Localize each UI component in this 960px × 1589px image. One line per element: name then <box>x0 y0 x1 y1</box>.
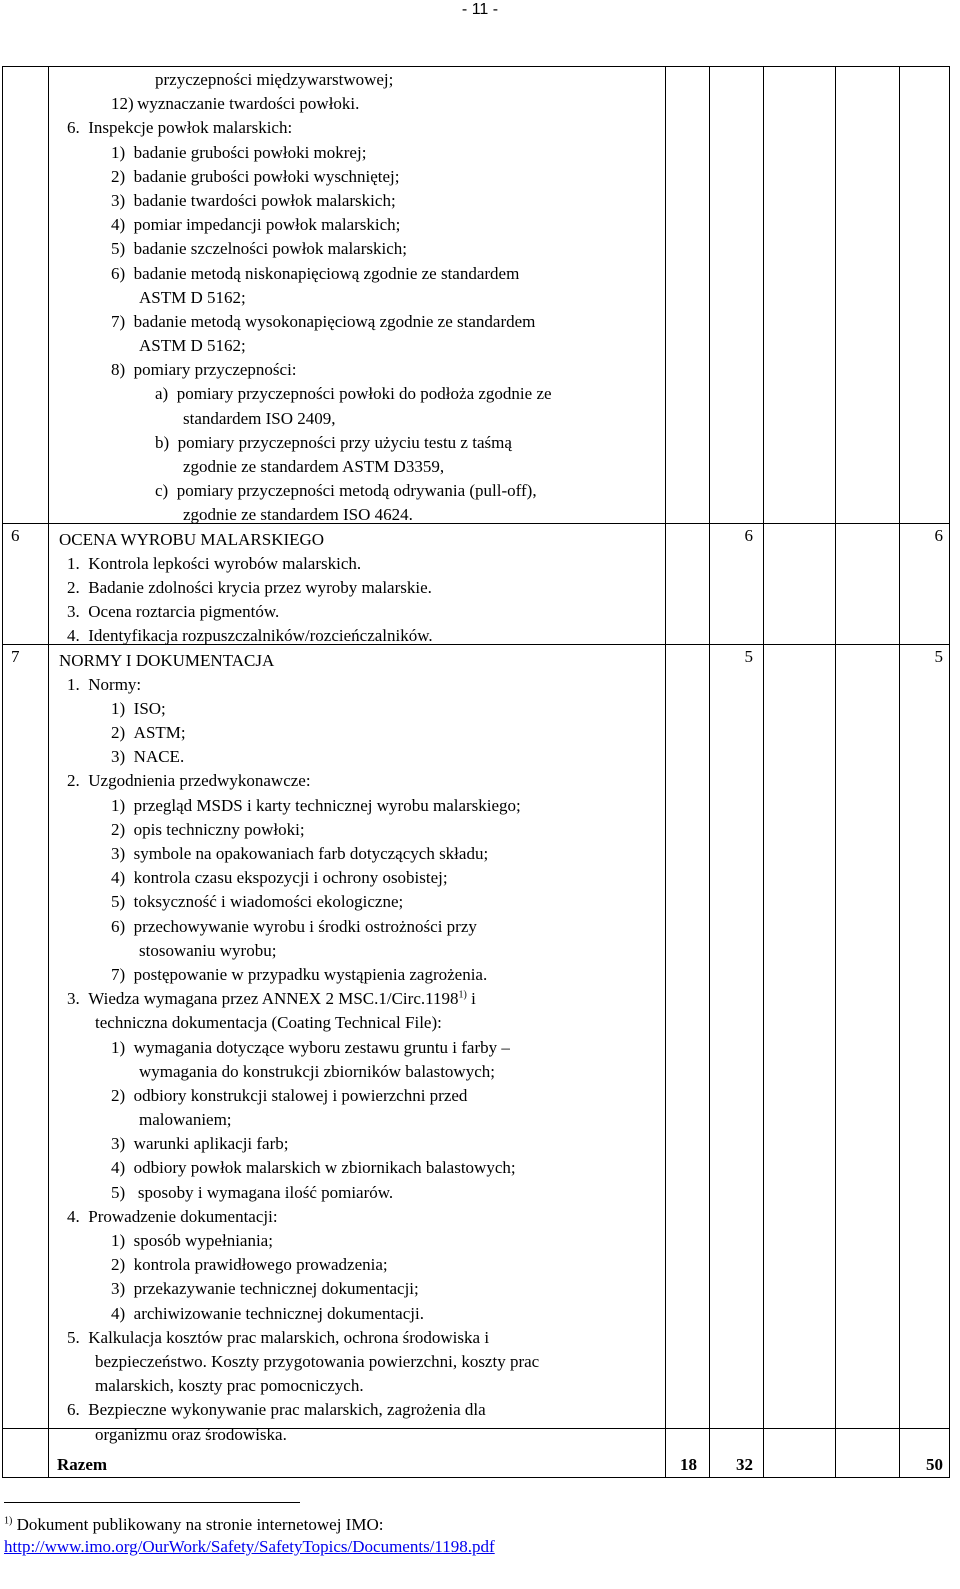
topic-line <box>59 552 659 576</box>
topic-line-text-after: i <box>466 989 476 1009</box>
topic-line <box>59 165 659 189</box>
footnote-text: Dokument publikowany na stronie internetowej IMO: <box>12 1515 384 1534</box>
topic-line-text: 1) wymagania dotyczące wyboru zestawu gruntu i farby – <box>111 1037 510 1057</box>
row7-hours-b: 5 <box>934 647 943 666</box>
topic-line-text: 3. Ocena roztarcia pigmentów. <box>67 602 280 622</box>
row-number-6: 6 <box>11 526 20 545</box>
topic-line-text: a) pomiary przyczepności powłoki do podłoża zgodnie ze <box>155 384 552 404</box>
topic-line <box>59 92 659 116</box>
topic-line <box>59 1302 659 1326</box>
column-divider <box>763 67 764 1477</box>
topic-line-text: 2) odbiory konstrukcji stalowej i powierzchni przed <box>111 1085 468 1105</box>
topic-line <box>59 1181 659 1205</box>
topic-line-text: 6. Bezpieczne wykonywanie prac malarskich, zagrożenia dla <box>67 1400 486 1420</box>
topic-line-text: 3) symbole na opakowaniach farb dotyczących składu; <box>111 844 489 863</box>
topic-line <box>59 1277 659 1301</box>
topic-line-text: przyczepności międzywarstwowej; <box>155 70 394 89</box>
topic-line-text: 1) przegląd MSDS i karty technicznej wyrobu malarskiego; <box>111 795 521 815</box>
topic-line <box>59 915 659 939</box>
topic-line-text: 5) badanie szczelności powłok malarskich; <box>111 239 407 259</box>
topic-line-text: ASTM D 5162; <box>139 287 246 307</box>
topic-line-text: 5) sposoby i wymagana ilość pomiarów. <box>111 1182 394 1202</box>
topic-line <box>59 1374 659 1398</box>
topic-line-text: 4. Prowadzenie dokumentacji: <box>67 1206 278 1226</box>
topic-line <box>59 673 659 697</box>
topic-line <box>59 141 659 165</box>
topic-line-text: 7) badanie metodą wysokonapięciową zgodnie ze standardem <box>111 311 536 331</box>
topic-line-text: malarskich, koszty prac pomocniczych. <box>95 1376 364 1396</box>
topic-line <box>59 1132 659 1156</box>
topic-line-text: 4. Identyfikacja rozpuszczalników/rozcieńczalników. <box>67 626 433 646</box>
topic-line-text: zgodnie ze standardem ISO 4624. <box>183 505 413 525</box>
topic-line <box>59 189 659 213</box>
topic-line <box>59 1229 659 1253</box>
topic-line-text: 6) przechowywanie wyrobu i środki ostrożności przy <box>111 916 477 936</box>
row-number-7: 7 <box>11 647 20 666</box>
topic-line-text: 1) sposób wypełniania; <box>111 1231 273 1250</box>
topic-line <box>59 1156 659 1180</box>
topic-line-text: organizmu oraz środowiska. <box>95 1424 287 1444</box>
topic-line-text: 1. Kontrola lepkości wyrobów malarskich. <box>67 553 362 573</box>
topic-line <box>59 237 659 261</box>
page-number: - 11 - <box>461 1 499 18</box>
topic-line <box>59 310 659 334</box>
footnote-reference: 1) <box>458 989 467 1001</box>
topic-line-text: 6. Inspekcje powłok malarskich: <box>67 118 293 138</box>
topic-line <box>59 1423 659 1447</box>
topic-line <box>59 1036 659 1060</box>
topic-line <box>59 1326 659 1350</box>
topic-line-text: 4) archiwizowanie technicznej dokumentacji. <box>111 1303 424 1323</box>
topic-line-text: wymagania do konstrukcji zbiorników balastowych; <box>139 1061 495 1081</box>
topic-line <box>59 213 659 237</box>
footnote-marker: 1) <box>4 1515 13 1527</box>
topic-line <box>59 334 659 358</box>
column-divider <box>48 67 49 1477</box>
continued-topics <box>59 68 659 528</box>
summary-total-b: 32 <box>736 1455 753 1474</box>
curriculum-table <box>2 66 950 1478</box>
topic-line <box>59 600 659 624</box>
topic-line <box>59 358 659 382</box>
topic-line-text: 7) postępowanie w przypadku wystąpienia zagrożenia. <box>111 964 488 984</box>
topic-line <box>59 794 659 818</box>
topics-content <box>59 68 659 1447</box>
topic-line <box>59 431 659 455</box>
topic-line-text: standardem ISO 2409, <box>183 408 336 428</box>
column-divider <box>835 67 836 1477</box>
topic-line-text: 3. Wiedza wymagana przez ANNEX 2 MSC.1/Circ.1198 <box>67 989 459 1009</box>
topic-line-text: 3) przekazywanie technicznej dokumentacji; <box>111 1279 419 1299</box>
topic-line <box>59 866 659 890</box>
topic-line-text: 8) pomiary przyczepności: <box>111 360 297 380</box>
row6-topics <box>59 528 659 649</box>
topic-line <box>59 68 659 92</box>
topic-line <box>59 1084 659 1108</box>
topic-line-text: 2. Badanie zdolności krycia przez wyroby malarskie. <box>67 577 432 597</box>
topic-line <box>59 262 659 286</box>
topic-line-text: malowaniem; <box>139 1110 232 1130</box>
topic-line-text: bezpieczeństwo. Koszty przygotowania powierzchni, koszty prac <box>95 1351 540 1371</box>
topic-line <box>59 1205 659 1229</box>
row6-hours-b: 6 <box>934 526 943 545</box>
summary-total-a: 18 <box>680 1455 697 1474</box>
topic-line-text: b) pomiary przyczepności przy użyciu testu z taśmą <box>155 432 512 452</box>
topic-line-text: OCENA WYROBU MALARSKIEGO <box>59 529 325 549</box>
topic-line-text: 1) badanie grubości powłoki mokrej; <box>111 142 367 162</box>
topic-line-text: NORMY I DOKUMENTACJA <box>59 650 275 670</box>
topic-line <box>59 769 659 793</box>
topic-line-text: 3) NACE. <box>111 747 185 767</box>
topic-line <box>59 939 659 963</box>
topic-line <box>59 649 659 673</box>
footnote-link[interactable]: http://www.imo.org/OurWork/Safety/SafetyTopics/Documents/1198.pdf <box>4 1537 495 1556</box>
topic-line <box>59 1108 659 1132</box>
topic-line-text: zgodnie ze standardem ASTM D3359, <box>183 457 445 476</box>
topic-line-text: 2) opis techniczny powłoki; <box>111 819 305 839</box>
topic-line <box>59 286 659 310</box>
column-divider <box>665 67 666 1477</box>
topic-line <box>59 576 659 600</box>
topic-line <box>59 963 659 987</box>
topic-line-text: 2) ASTM; <box>111 723 186 743</box>
topic-line <box>59 1253 659 1277</box>
row7-hours-a: 5 <box>744 647 753 666</box>
topic-line-text: 1. Normy: <box>67 674 142 694</box>
topic-line <box>59 818 659 842</box>
summary-total-c: 50 <box>926 1455 943 1474</box>
topic-line-text: 2) kontrola prawidłowego prowadzenia; <box>111 1255 388 1275</box>
topic-line <box>59 624 659 648</box>
footnote <box>4 1514 495 1558</box>
topic-line <box>59 479 659 503</box>
row6-hours-a: 6 <box>744 526 753 545</box>
topic-line <box>59 745 659 769</box>
topic-line <box>59 1398 659 1422</box>
topic-line <box>59 890 659 914</box>
column-divider <box>899 67 900 1477</box>
footnote-separator <box>4 1502 300 1503</box>
topic-line-text: 3) badanie twardości powłok malarskich; <box>111 190 396 210</box>
topic-line <box>59 1350 659 1374</box>
topic-line-text: ASTM D 5162; <box>139 336 246 356</box>
topic-line-text: 3) warunki aplikacji farb; <box>111 1134 289 1154</box>
topic-line <box>59 528 659 552</box>
column-divider <box>709 67 710 1477</box>
topic-line-text: 4) odbiory powłok malarskich w zbiornikach balastowych; <box>111 1158 516 1178</box>
topic-line <box>59 697 659 721</box>
topic-line-text: c) pomiary przyczepności metodą odrywania (pull-off), <box>155 481 537 501</box>
topic-line <box>59 1011 659 1035</box>
topic-line-text: techniczna dokumentacja (Coating Technical File): <box>95 1013 442 1033</box>
topic-line-text: 6) badanie metodą niskonapięciową zgodnie ze standardem <box>111 263 520 283</box>
topic-line-text: 5) toksyczność i wiadomości ekologiczne; <box>111 892 404 912</box>
topic-line-text: 1) ISO; <box>111 698 166 718</box>
topic-line-text: 2) badanie grubości powłoki wyschniętej; <box>111 166 400 186</box>
topic-line <box>59 407 659 431</box>
topic-line <box>59 503 659 527</box>
summary-row <box>3 1453 949 1477</box>
topic-line-text: 12) wyznaczanie twardości powłoki. <box>111 94 360 114</box>
topic-line <box>59 382 659 406</box>
topic-line <box>59 842 659 866</box>
topic-line <box>59 455 659 479</box>
topic-line-text: stosowaniu wyrobu; <box>139 940 277 960</box>
summary-label: Razem <box>57 1455 108 1474</box>
topic-line <box>59 721 659 745</box>
topic-line-text: 2. Uzgodnienia przedwykonawcze: <box>67 771 311 791</box>
row7-topics <box>59 649 659 1447</box>
topic-line <box>59 987 659 1011</box>
topic-line <box>59 1060 659 1084</box>
topic-line <box>59 116 659 140</box>
topic-line-text: 5. Kalkulacja kosztów prac malarskich, ochrona środowiska i <box>67 1327 490 1347</box>
topic-line-text: 4) kontrola czasu ekspozycji i ochrony osobistej; <box>111 868 448 888</box>
topic-line-text: 4) pomiar impedancji powłok malarskich; <box>111 215 401 235</box>
